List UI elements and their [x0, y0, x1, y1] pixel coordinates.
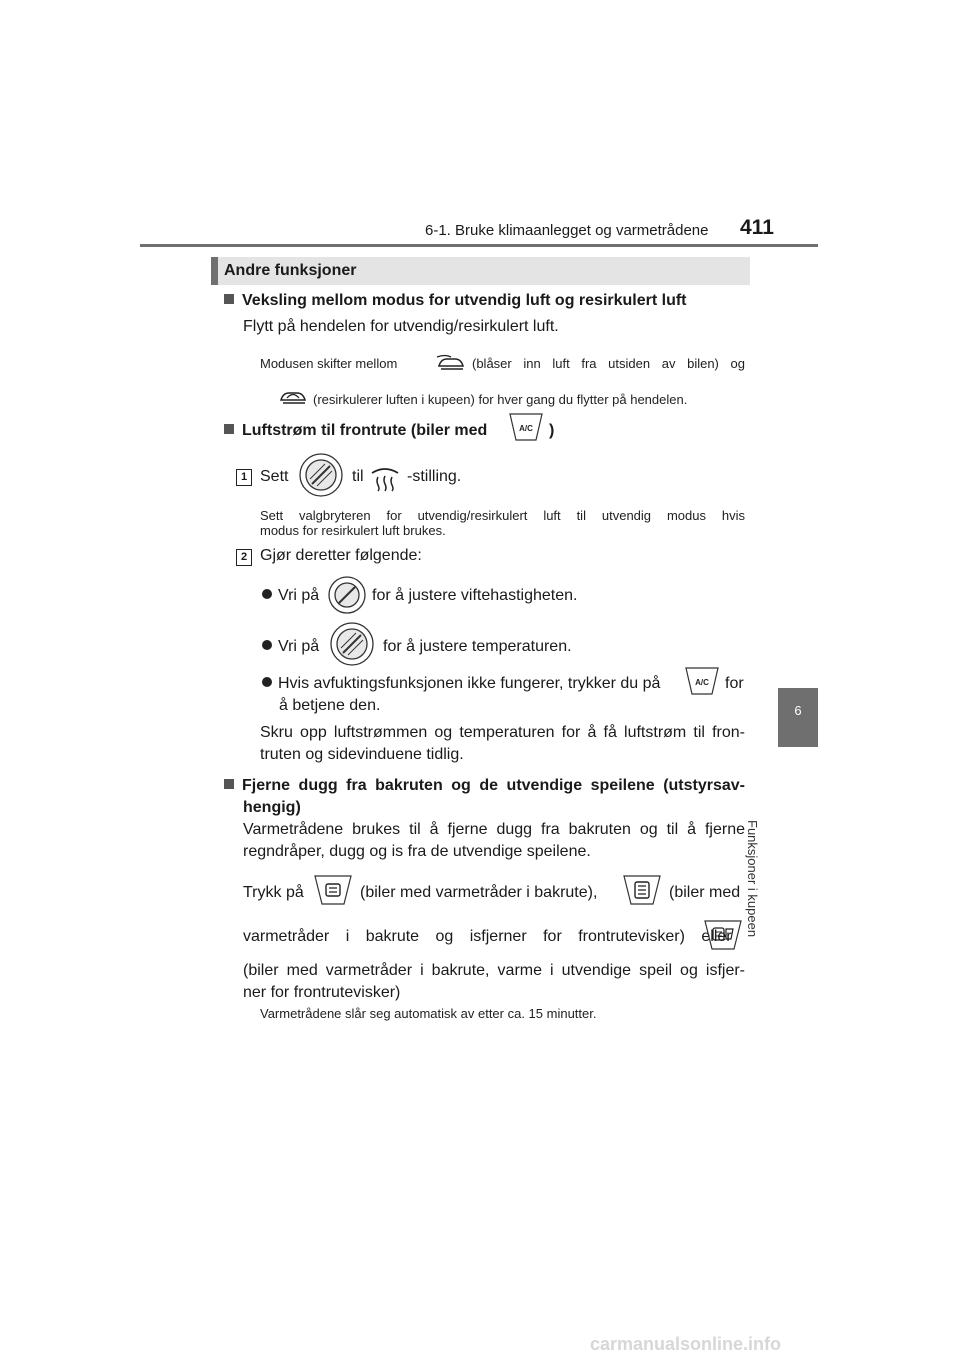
defog-press-a: Trykk på	[243, 884, 304, 901]
heading-square-icon	[224, 779, 234, 789]
defog-line-3: varmetråder i bakrute og isfjerner for frontrutevisker) eller	[243, 928, 732, 945]
mode-dial-icon	[298, 452, 344, 498]
outside-air-icon	[437, 355, 467, 371]
bullet-dehumid-b: for	[725, 675, 744, 692]
ac-button-label: A/C	[519, 424, 533, 433]
bullet-temp-b: for å justere temperaturen.	[383, 638, 572, 655]
section-title: 6-1. Bruke klimaanlegget og varmetrådene	[425, 222, 709, 239]
temp-dial-icon	[329, 621, 375, 667]
fan-dial-icon	[327, 575, 367, 615]
air-mode-note-a: Modusen skifter mellom	[260, 356, 398, 371]
heading-windshield: Luftstrøm til frontrute (biler med	[224, 422, 487, 440]
bullet-dehumid-c: å betjene den.	[279, 697, 381, 714]
ac-button-icon-2	[684, 666, 720, 696]
defog-description: Varmetrådene brukes til å fjerne dugg fra bakruten og til å fjerne regndråper, dugg og is fra de utvendige speilene.	[243, 821, 745, 860]
step1-text-b: til	[352, 468, 364, 485]
ac-button-icon	[508, 412, 544, 442]
windshield-defrost-icon	[370, 463, 400, 491]
section-box-bar	[211, 257, 218, 285]
defog-press-c: (biler med	[669, 884, 741, 901]
bullet-dot	[262, 640, 272, 650]
air-mode-instruction: Flytt på hendelen for utvendig/resirkulert luft.	[243, 318, 559, 335]
step1-text-c: -stilling.	[407, 468, 462, 485]
heading-air-mode: Veksling mellom modus for utvendig luft og resirkulert luft	[224, 292, 687, 310]
ac-button-label-2: A/C	[695, 678, 709, 687]
bullet-dehumid-a: Hvis avfuktingsfunksjonen ikke fungerer, trykker du på	[262, 675, 660, 693]
section-box-title: Andre funksjoner	[224, 262, 357, 279]
step1-note: Sett valgbryteren for utvendig/resirkulert luft til utvendig modus hvis modus for resirkulert luft brukes.	[260, 508, 745, 538]
heading-defog: Fjerne dugg fra bakruten og de utvendige speilene (utstyrsav- hengig)	[224, 775, 745, 819]
step-number-1: 1	[236, 469, 252, 486]
bullet-fan-a: Vri på	[262, 587, 319, 605]
recirculate-icon	[279, 389, 309, 405]
page-number: 411	[740, 216, 774, 239]
defog-line-4: (biler med varmetråder i bakrute, varme i utvendige speil og isfjer- ner for frontrutevisker)	[243, 962, 745, 1001]
defog-note: Varmetrådene slår seg automatisk av etter ca. 15 minutter.	[260, 1006, 597, 1021]
bullet-temp-a: Vri på	[262, 638, 319, 656]
heading-square-icon	[224, 294, 234, 304]
step2-text: Gjør deretter følgende:	[260, 547, 422, 564]
air-mode-note-2: (resirkulerer luften i kupeen) for hver gang du flytter på hendelen.	[313, 392, 688, 407]
heading-windshield-close: )	[549, 422, 555, 439]
step1-text-a: Sett	[260, 468, 289, 485]
rear-defog-button-icon	[313, 874, 353, 906]
chapter-label: Funksjoner i kupeen	[745, 820, 760, 938]
rear-defog-wiper-button-icon	[622, 874, 662, 906]
bullet-fan-b: for å justere viftehastigheten.	[372, 587, 578, 604]
step-number-2: 2	[236, 549, 252, 566]
bullet-dot	[262, 677, 272, 687]
bullet-dot	[262, 589, 272, 599]
air-mode-note-b: (blåser inn luft fra utsiden av bilen) og	[472, 356, 745, 371]
rear-defog-mirror-wiper-button-icon	[703, 919, 743, 951]
heading-square-icon	[224, 424, 234, 434]
watermark: carmanualsonline.info	[590, 1334, 782, 1354]
header-rule	[140, 244, 818, 247]
chapter-tab: 6	[778, 688, 818, 747]
windshield-tip: Skru opp luftstrømmen og temperaturen for å få luftstrøm til fron- truten og sidevinduene tidlig.	[260, 724, 745, 763]
defog-press-b: (biler med varmetråder i bakrute),	[360, 884, 598, 901]
